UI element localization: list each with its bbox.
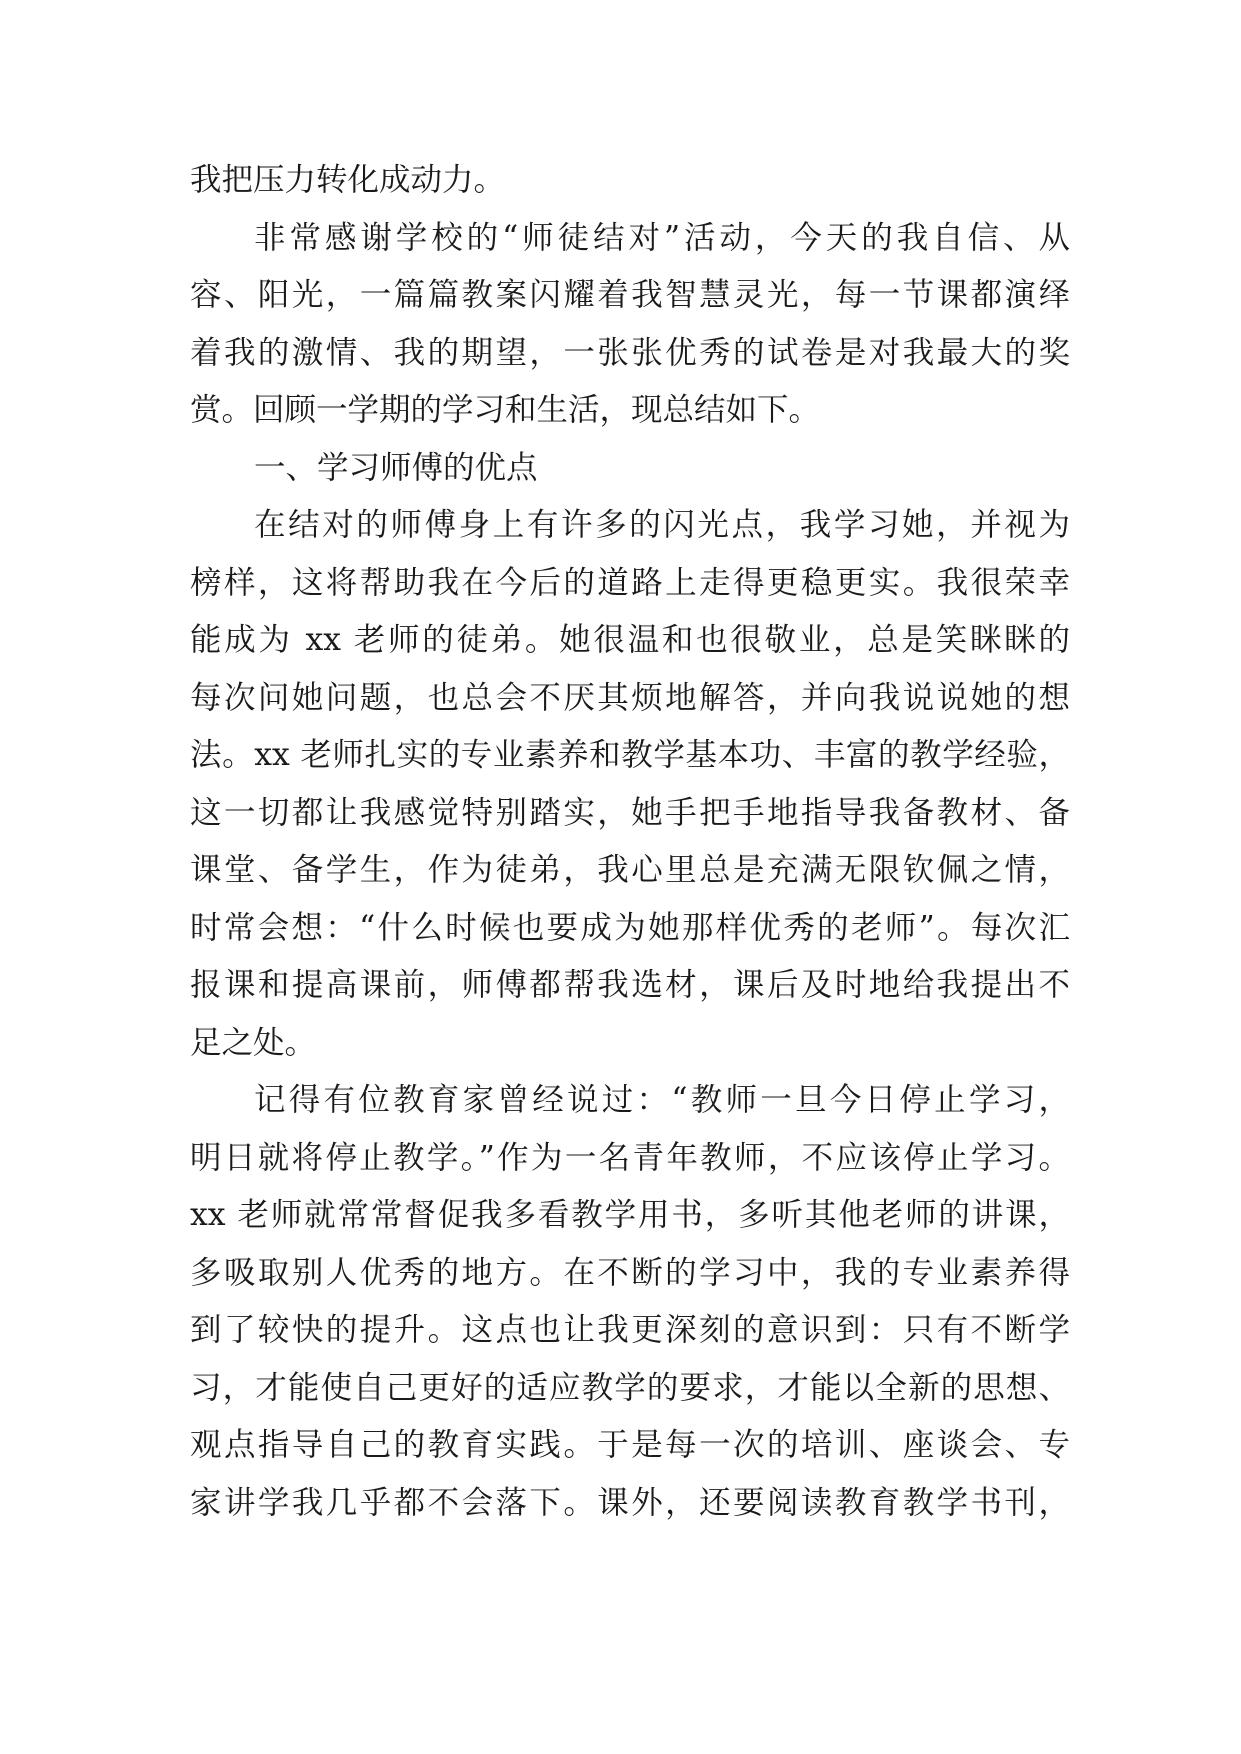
text-line: 能成为 xx 老师的徒弟。她很温和也很敬业，总是笑眯眯的 — [190, 622, 1070, 658]
text-line: 在结对的师傅身上有许多的闪光点，我学习她，并视为 — [254, 507, 1070, 543]
text-line: 观点指导自己的教育实践。于是每一次的培训、座谈会、专 — [190, 1427, 1070, 1463]
text-line: 榜样，这将帮助我在今后的道路上走得更稳更实。我很荣幸 — [190, 564, 1070, 601]
paragraph — [190, 210, 1070, 440]
text-line: 一、学习师傅的优点 — [254, 449, 538, 486]
paragraph — [190, 152, 1070, 210]
paragraph — [190, 1072, 1070, 1532]
text-line: 家讲学我几乎都不会落下。课外，还要阅读教育教学书刊， — [190, 1484, 1070, 1521]
text-line: 足之处。 — [190, 1024, 317, 1061]
text-line: 多吸取别人优秀的地方。在不断的学习中，我的专业素养得 — [190, 1254, 1070, 1291]
text-line: 记得有位教育家曾经说过：“教师一旦今日停止学习， — [254, 1082, 1070, 1118]
text-line: 这一切都让我感觉特别踏实，她手把手地指导我备教材、备 — [190, 794, 1070, 831]
text-line: 着我的激情、我的期望，一张张优秀的试卷是对我最大的奖 — [190, 334, 1070, 371]
text-line: 法。xx 老师扎实的专业素养和教学基本功、丰富的教学经验， — [190, 737, 1070, 773]
text-line: xx 老师就常常督促我多看教学用书，多听其他老师的讲课， — [190, 1197, 1070, 1233]
text-line: 赏。回顾一学期的学习和生活，现总结如下。 — [190, 392, 821, 428]
text-line: 到了较快的提升。这点也让我更深刻的意识到：只有不断学 — [190, 1312, 1070, 1348]
text-line: 容、阳光，一篇篇教案闪耀着我智慧灵光，每一节课都演绎 — [190, 277, 1070, 313]
document-body — [190, 152, 1070, 1532]
text-line: 报课和提高课前，师傅都帮我选材，课后及时地给我提出不 — [190, 967, 1070, 1003]
text-line: 明日就将停止教学。”作为一名青年教师，不应该停止学习。 — [190, 1139, 1070, 1176]
text-line: 非常感谢学校的“师徒结对”活动，今天的我自信、从 — [254, 219, 1070, 256]
section-heading — [190, 440, 1070, 498]
text-line: 我把压力转化成动力。 — [190, 162, 506, 198]
text-line: 习，才能使自己更好的适应教学的要求，才能以全新的思想、 — [190, 1369, 1070, 1406]
text-line: 课堂、备学生，作为徒弟，我心里总是充满无限钦佩之情， — [190, 852, 1070, 888]
text-line: 时常会想：“什么时候也要成为她那样优秀的老师”。每次汇 — [190, 909, 1070, 946]
text-line: 每次问她问题，也总会不厌其烦地解答，并向我说说她的想 — [190, 679, 1070, 716]
paragraph — [190, 497, 1070, 1072]
